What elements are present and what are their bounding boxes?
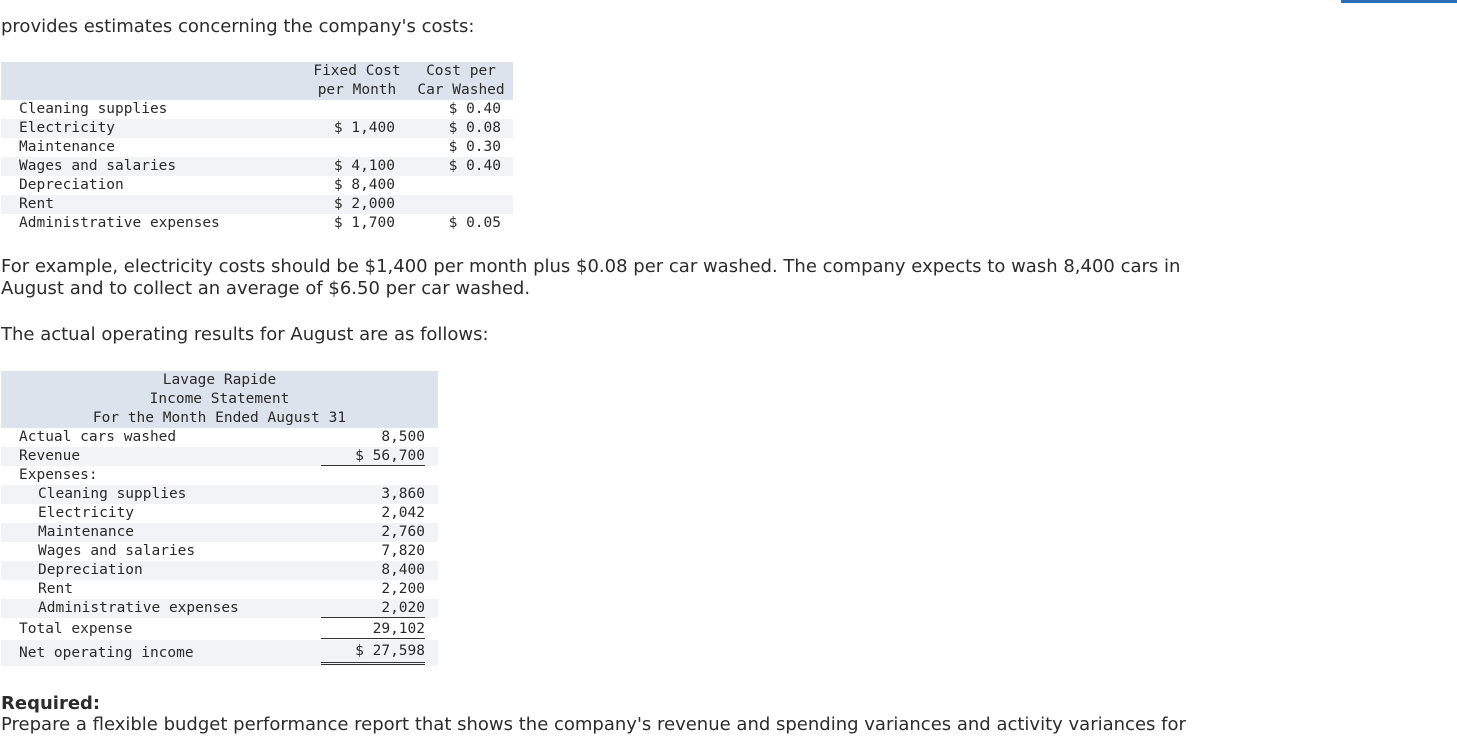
cost-row-label: Electricity [19,120,116,136]
cost-row-fixed: $ 8,400 [333,177,395,193]
cost-row-variable: $ 0.08 [448,120,501,136]
cars-washed-label: Actual cars washed [19,429,177,445]
cars-washed-value: 8,500 [381,429,425,445]
cost-row-variable: $ 0.40 [448,101,501,117]
cost-row [1,176,513,195]
expense-label: Electricity [38,505,135,521]
cost-row-variable: $ 0.05 [448,215,501,231]
total-expense-value: 29,102 [321,618,425,639]
expense-label: Wages and salaries [38,543,196,559]
expense-row [1,542,438,561]
variable-cost-header-line2: Car Washed [417,82,505,98]
expense-label: Depreciation [38,562,143,578]
cost-row [1,157,513,176]
cost-row-label: Administrative expenses [19,215,220,231]
expense-value: 2,020 [321,599,425,618]
revenue-row [1,447,438,466]
cost-row-label: Cleaning supplies [19,101,168,117]
example-text-line1: For example, electricity costs should be $1,400 per month plus $0.08 per car washed. The company expects to wash 8,400 cars in [1,256,1181,277]
actual-intro-text: The actual operating results for August are as follows: [1,324,489,345]
cost-row-fixed: $ 4,100 [333,158,395,174]
cost-table-header [1,62,513,100]
total-expense-row [1,618,438,640]
total-expense-label: Total expense [19,621,133,637]
cost-row-label: Depreciation [19,177,124,193]
top-accent-bar [1341,0,1457,3]
expense-row [1,561,438,580]
fixed-cost-header-line2: per Month [317,82,397,98]
cost-row-label: Wages and salaries [19,158,177,174]
expense-value: 3,860 [381,486,425,502]
cost-row-variable: $ 0.40 [448,158,501,174]
revenue-label: Revenue [19,448,81,464]
cost-row [1,138,513,157]
company-name: Lavage Rapide [162,372,277,388]
cars-washed-row [1,428,438,447]
variable-cost-header [413,62,509,100]
statement-period: For the Month Ended August 31 [92,410,347,426]
cost-row-fixed: $ 2,000 [333,196,395,212]
revenue-value: $ 56,700 [321,447,425,466]
expenses-heading: Expenses: [19,467,98,483]
cost-row [1,195,513,214]
expense-label: Administrative expenses [38,600,239,616]
cost-row-variable: $ 0.30 [448,139,501,155]
fixed-cost-header [311,62,403,100]
cost-row [1,214,513,233]
variable-cost-header-line1: Cost per [426,63,496,79]
expense-label: Cleaning supplies [38,486,187,502]
fixed-cost-header-line1: Fixed Cost [313,63,401,79]
expenses-heading-row [1,466,438,485]
cost-row [1,119,513,138]
cost-row [1,100,513,119]
net-income-value: $ 27,598 [321,640,425,665]
expense-row [1,580,438,599]
cost-row-fixed: $ 1,700 [333,215,395,231]
net-income-label: Net operating income [19,645,194,661]
net-income-row [1,640,438,666]
expense-row [1,504,438,523]
income-statement-table [1,371,438,666]
intro-text: provides estimates concerning the company's costs: [1,16,475,37]
required-label: Required: [1,693,101,714]
expense-row [1,485,438,504]
cost-row-fixed: $ 1,400 [333,120,395,136]
expense-value: 2,760 [381,524,425,540]
expense-row [1,599,438,618]
required-text: Prepare a flexible budget performance report that shows the company's revenue and spending variances and activity variances for [1,714,1186,735]
cost-row-label: Maintenance [19,139,116,155]
expense-label: Rent [38,581,73,597]
expense-value: 8,400 [381,562,425,578]
expense-label: Maintenance [38,524,135,540]
cost-row-label: Rent [19,196,54,212]
expense-row [1,523,438,542]
example-text-line2: August and to collect an average of $6.50 per car washed. [1,278,531,299]
cost-estimates-table [1,62,513,233]
expense-value: 2,200 [381,581,425,597]
expense-value: 2,042 [381,505,425,521]
income-statement-header [1,371,438,428]
statement-title: Income Statement [149,391,290,407]
expense-value: 7,820 [381,543,425,559]
